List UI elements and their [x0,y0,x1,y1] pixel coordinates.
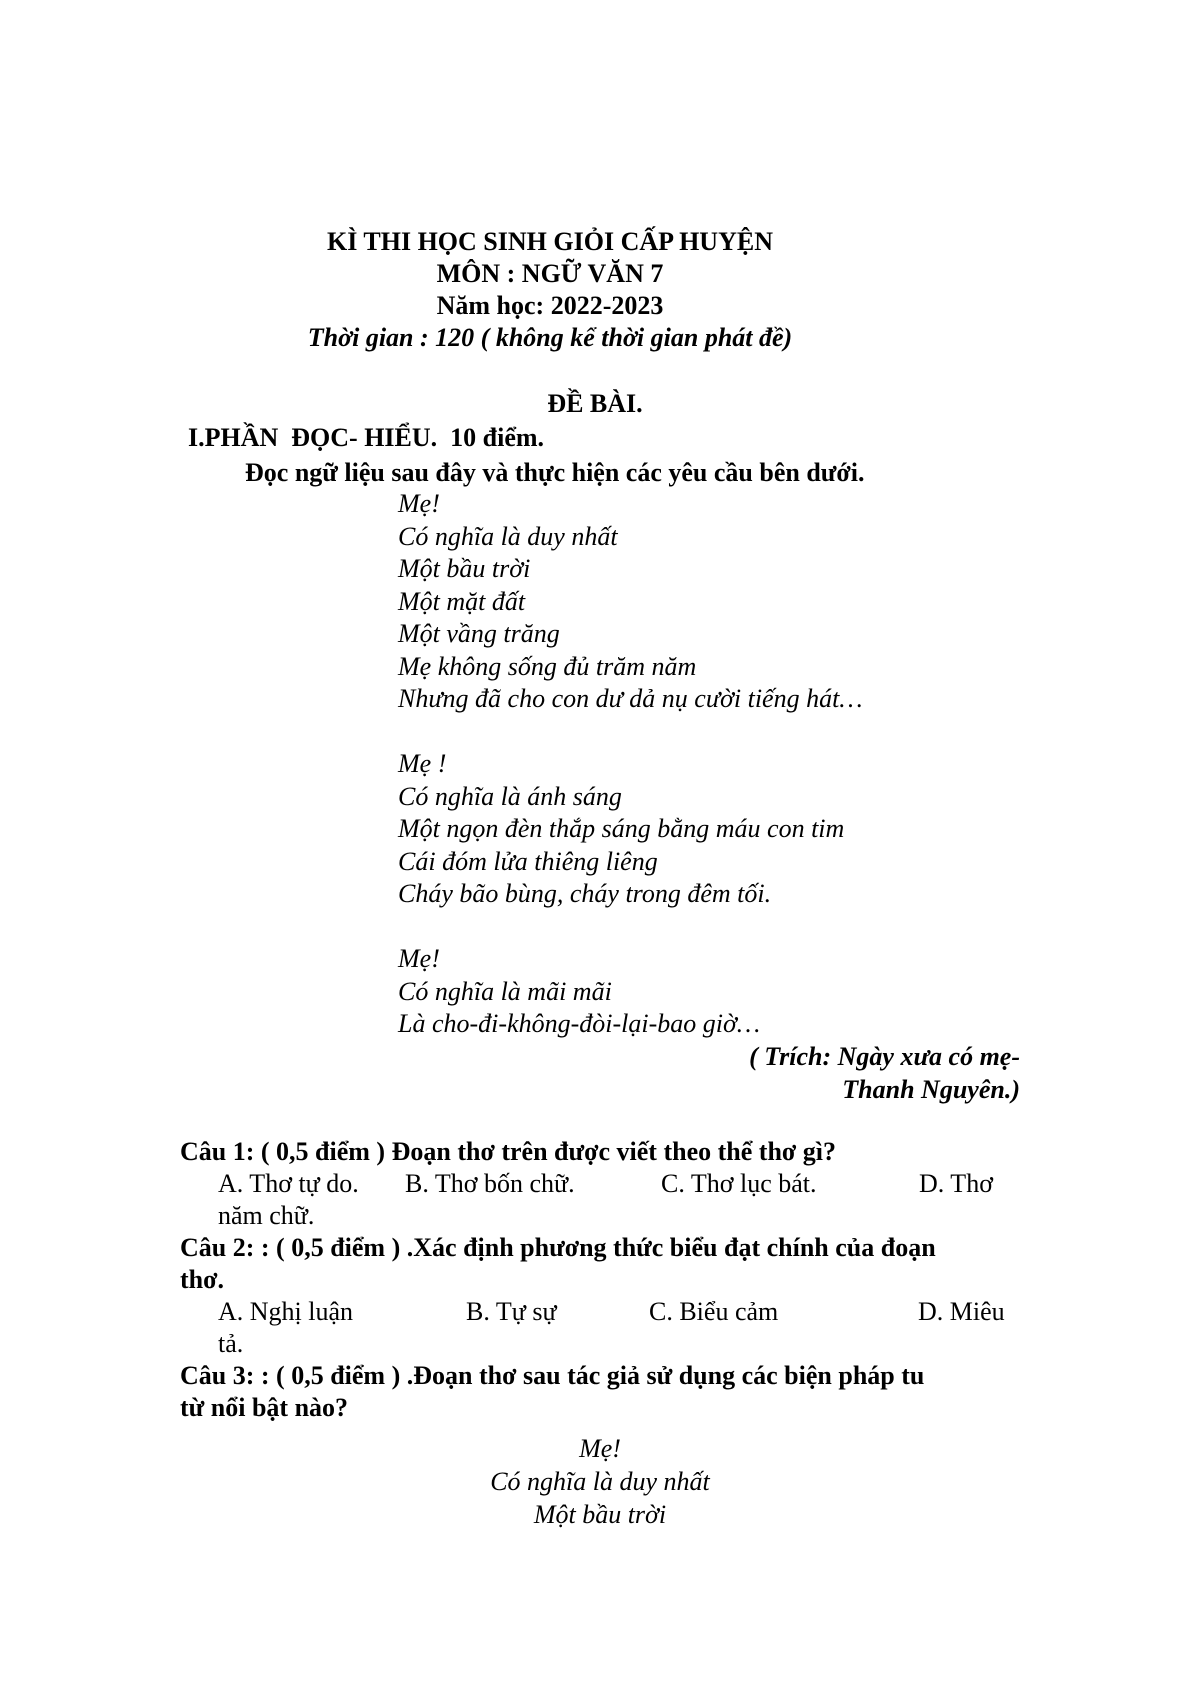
citation-line: ( Trích: Ngày xưa có mẹ- [749,1042,1020,1071]
poem-verse: Có nghĩa là ánh sáng [398,781,622,811]
question-1-title: Câu 1: ( 0,5 điểm ) Đoạn thơ trên được viết theo thể thơ gì? [180,1137,837,1166]
poem-verse: Nhưng đã cho con dư dả nụ cười tiếng hát… [398,684,863,713]
poem-verse: Cái đóm lửa thiêng liêng [398,846,658,876]
question-2-options [180,1296,1020,1360]
section-title: I.PHẦN ĐỌC- HIỂU. 10 điểm. [188,423,545,452]
excerpt-verse: Một bầu trời [533,1500,667,1529]
option-a: A. Thơ tự do. [218,1169,359,1198]
exam-time: Thời gian : 120 ( không kể thời gian phát đề) [307,323,793,352]
question-3-title-cont: từ nổi bật nào? [180,1393,349,1422]
de-bai-heading: ĐỀ BÀI. [547,389,643,418]
school-year: Năm học: 2022-2023 [436,291,664,320]
option-b: B. Tự sự [466,1297,557,1326]
exam-header [0,226,1100,354]
poem [398,488,862,1041]
poem-stanza-2 [398,748,862,911]
poem-verse: Là cho-đi-không-đòi-lại-bao giờ… [398,1009,760,1038]
poem-citation [749,1040,1020,1106]
poem-verse: Một ngọn đèn thắp sáng bằng máu con tim [398,814,845,843]
option-d: D. Thơ [919,1169,993,1198]
option-d-continued: năm chữ. [218,1201,315,1230]
question-3-title: Câu 3: : ( 0,5 điểm ) .Đoạn thơ sau tác giả sử dụng các biện pháp tu [180,1361,925,1390]
excerpt-verse: Có nghĩa là duy nhất [490,1467,710,1496]
poem-excerpt [0,1432,1190,1531]
citation-line: Thanh Nguyên.) [842,1075,1020,1104]
poem-verse: Một mặt đất [398,586,526,616]
option-c: C. Thơ lục bát. [661,1169,817,1198]
option-d-continued: tả. [218,1329,244,1358]
poem-verse: Cháy bão bùng, cháy trong đêm tối. [398,879,772,908]
poem-stanza-1 [398,488,862,716]
option-c: C. Biểu cảm [649,1297,779,1326]
poem-stanza-3 [398,943,862,1041]
poem-verse: Mẹ! [398,489,440,518]
exam-title: KÌ THI HỌC SINH GIỎI CẤP HUYỆN [327,227,773,256]
poem-verse: Một vầng trăng [398,619,560,648]
section-instruction: Đọc ngữ liệu sau đây và thực hiện các yêu cầu bên dưới. [245,458,865,487]
questions [180,1136,1020,1424]
poem-verse: Mẹ! [398,944,440,973]
poem-verse: Có nghĩa là duy nhất [398,521,618,551]
exam-subject: MÔN : NGỮ VĂN 7 [436,259,664,288]
poem-verse: Mẹ không sống đủ trăm năm [398,651,697,681]
question-1-options [180,1168,1020,1232]
question-2-title: Câu 2: : ( 0,5 điểm ) .Xác định phương thức biểu đạt chính của đoạn [180,1233,936,1262]
poem-verse: Mẹ ! [398,749,447,778]
poem-verse: Có nghĩa là mãi mãi [398,976,612,1006]
option-b: B. Thơ bốn chữ. [405,1169,575,1198]
question-2-title-cont: thơ. [180,1265,225,1294]
option-d: D. Miêu [918,1297,1005,1326]
option-a: A. Nghị luận [218,1297,354,1326]
poem-verse: Một bầu trời [398,554,531,583]
excerpt-verse: Mẹ! [579,1434,621,1463]
